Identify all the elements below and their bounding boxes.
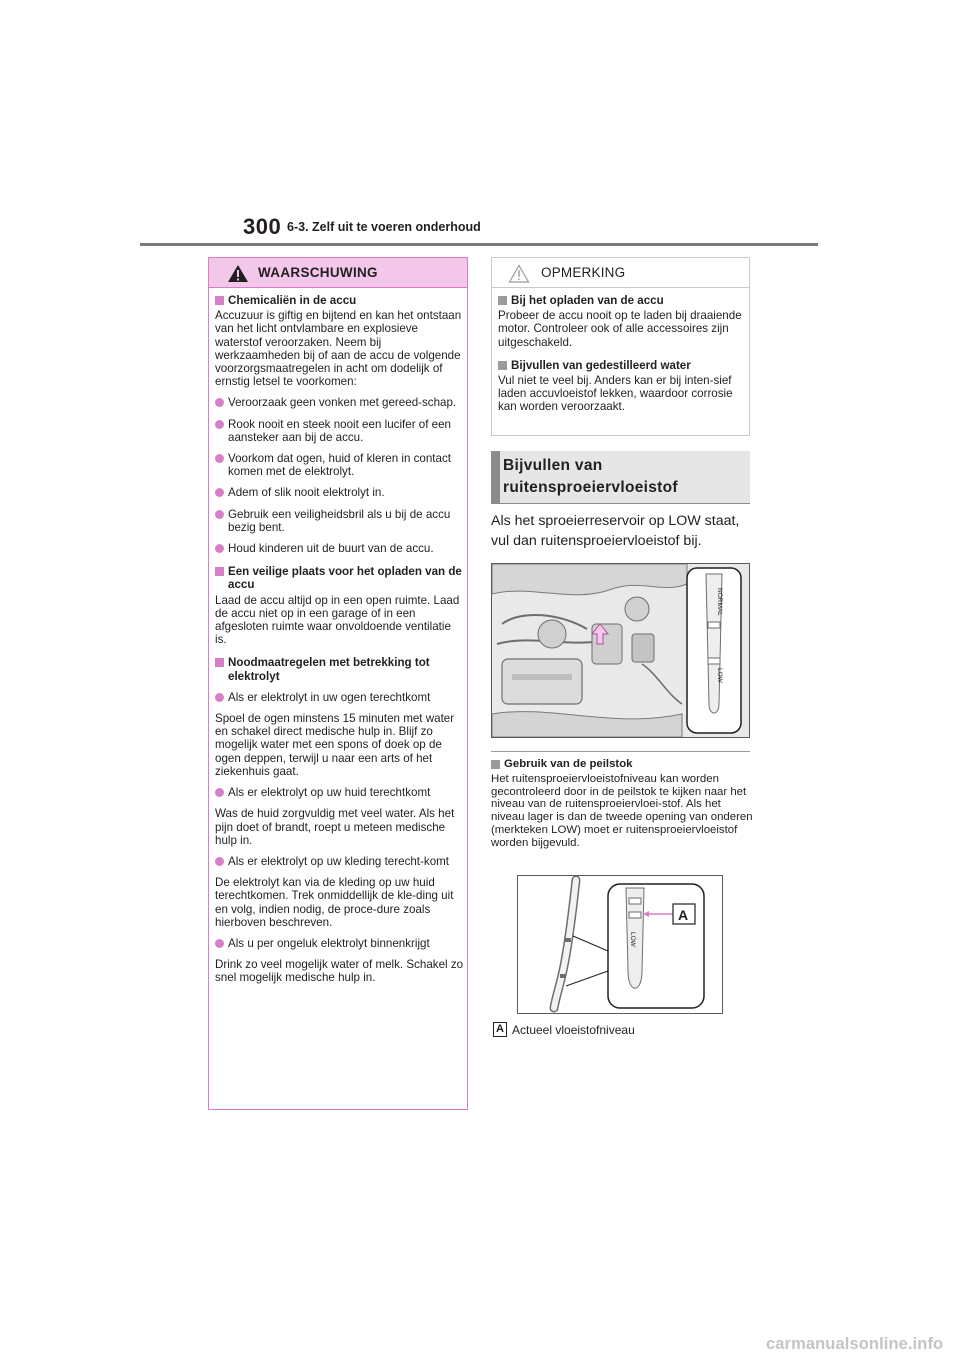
warning-bullet-clothing: Als er elektrolyt op uw kleding terecht-komt: [215, 855, 465, 868]
intro-text: Als het sproeierreservoir op LOW staat, vul dan ruitensproeiervloeistof bij.: [491, 513, 740, 549]
note-box: [491, 257, 750, 436]
note-heading-distilled-water: Bijvullen van gedestilleerd water: [498, 359, 746, 372]
warning-bullet: Gebruik een veiligheidsbril als u bij de accu bezig bent.: [215, 508, 465, 534]
section-heading-line2: ruitensproeiervloeistof: [503, 479, 678, 496]
warning-box: [208, 257, 468, 1110]
warning-bullet-eyes: Als er elektrolyt in uw ogen terechtkomt: [215, 691, 465, 704]
warning-bullet: Houd kinderen uit de buurt van de accu.: [215, 542, 465, 555]
engine-bay-illustration: [491, 563, 750, 738]
warning-bullet-skin: Als er elektrolyt op uw huid terechtkomt: [215, 786, 465, 799]
warning-bullet: Veroorzaak geen vonken met gereed-schap.: [215, 396, 465, 409]
gauge-low-label: LOW: [716, 668, 723, 683]
callout-a: A: [678, 907, 689, 923]
subsection-text: Het ruitensproeiervloeistofniveau kan worden gecontroleerd door in de peilstok te kijken naar het niveau van de ruitensproeiervloei-stof. Als het niveau lager is dan de tweede opening van onderen (merkteken LOW) moet er ruitensproeiervloeistof worden bijgevuld.: [491, 772, 753, 849]
note-heading-charging: Bij het opladen van de accu: [498, 294, 746, 307]
legend-text: Actueel vloeistofniveau: [512, 1023, 635, 1037]
subsection-heading: Gebruik van de peilstok: [491, 758, 753, 771]
warning-heading-chemicals: Chemicaliën in de accu: [215, 294, 465, 307]
subsection-rule: [491, 751, 750, 752]
watermark: carmanualsonline.info: [766, 1335, 944, 1353]
warning-paragraph: Drink zo veel mogelijk water of melk. Schakel zo snel mogelijk medische hulp in.: [215, 958, 464, 985]
page-number: 300: [243, 214, 282, 239]
note-content: [498, 294, 746, 414]
warning-content: [215, 294, 465, 985]
warning-paragraph: Laad de accu altijd op in een open ruimte. Laad de accu niet op in een garage of in een afgesloten ruimte waar onvoldoende ventilatie is.: [215, 593, 460, 647]
heading-rule: [491, 503, 750, 504]
section-heading-band: [491, 451, 750, 503]
warning-bullet: Adem of slik nooit elektrolyt in.: [215, 486, 465, 499]
warning-heading-emergency: Noodmaatregelen met betrekking tot elektrolyt: [215, 656, 465, 682]
legend-key: A: [493, 1022, 507, 1037]
warning-triangle-icon: [227, 264, 249, 283]
warning-paragraph: Accuzuur is giftig en bijtend en kan het ontstaan van het licht ontvlambare en explosieve waterstof veroorzaken. Neem bij werkzaamheden bij of aan de accu de volgende voorzorgsmaatregelen in acht om dodelijk of ernstig letsel te voorkomen:: [215, 309, 462, 389]
warning-header: [209, 258, 467, 288]
warning-heading-charging-place: Een veilige plaats voor het opladen van de accu: [215, 565, 465, 591]
warning-paragraph: Spoel de ogen minstens 15 minuten met water en schakel direct medische hulp in. Blijf zo mogelijk water met een spons of doek op de ogen deppen, terwijl u naar een arts of het ziekenhuis gaat.: [215, 712, 455, 778]
section-heading: [503, 455, 678, 499]
section-title: 6-3. Zelf uit te voeren onderhoud: [287, 220, 481, 234]
warning-bullet: Voorkom dat ogen, huid of kleren in contact komen met de elektrolyt.: [215, 452, 465, 478]
warning-paragraph: Was de huid zorgvuldig met veel water. Als het pijn doet of brandt, roept u meteen medische hulp in.: [215, 807, 455, 847]
engine-bay-drawing: [492, 564, 749, 737]
subsection: [491, 758, 753, 850]
warning-bullet-swallow: Als u per ongeluk elektrolyt binnenkrijgt: [215, 937, 465, 950]
warning-paragraph: De elektrolyt kan via de kleding op uw huid terechtkomen. Trek onmiddellijk de kle-ding uit en volg, indien nodig, de proce-dure zoals hierboven beschreven.: [215, 876, 454, 929]
header-rule: [140, 243, 818, 246]
note-title: OPMERKING: [541, 265, 626, 280]
dipstick-low-label: LOW: [629, 932, 636, 947]
note-paragraph: Vul niet te veel bij. Anders kan er bij inten-sief laden accuvloeistof lekken, waardoor corrosie kan worden veroorzaakt.: [498, 374, 733, 414]
note-paragraph: Probeer de accu nooit op te laden bij draaiende motor. Controleer ook of alle accessoires zijn uitgeschakeld.: [498, 309, 742, 349]
gauge-normal-label: NORMAL: [716, 588, 723, 616]
caution-triangle-icon: [508, 264, 530, 283]
warning-title: WAARSCHUWING: [258, 265, 378, 280]
dipstick-drawing: [518, 876, 722, 1013]
heading-accent-bar: [491, 451, 500, 503]
dipstick-illustration: [517, 875, 723, 1014]
note-header: [492, 258, 749, 288]
section-heading-line1: Bijvullen van: [503, 457, 603, 474]
warning-bullet: Rook nooit en steek nooit een lucifer of een aansteker aan bij de accu.: [215, 418, 465, 444]
